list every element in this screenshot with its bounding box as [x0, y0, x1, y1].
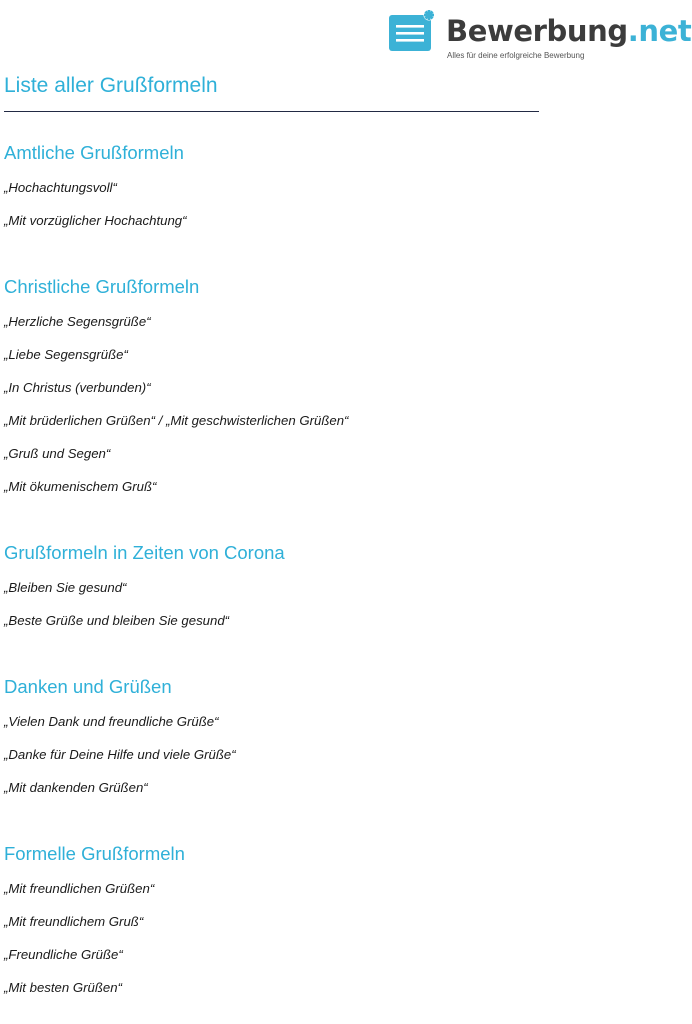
list-item: „Mit freundlichem Gruß“ [4, 914, 144, 929]
list-item: „Freundliche Grüße“ [4, 947, 123, 962]
logo-tagline: Alles für deine erfolgreiche Bewerbung [447, 51, 585, 60]
list-item: „In Christus (verbunden)“ [4, 380, 151, 395]
list-item: „Liebe Segensgrüße“ [4, 347, 128, 362]
logo-name: Bewerbung [446, 14, 628, 48]
phrase-list [4, 178, 684, 244]
list-item: „Beste Grüße und bleiben Sie gesund“ [4, 613, 230, 628]
logo-tld: .net [627, 14, 692, 48]
brand-logo [388, 0, 692, 64]
section-heading: Grußformeln in Zeiten von Corona [4, 542, 285, 563]
phrase-list [4, 712, 684, 811]
list-item: „Bleiben Sie gesund“ [4, 580, 127, 595]
section-heading: Amtliche Grußformeln [4, 142, 184, 163]
title-divider [4, 111, 539, 112]
section-heading: Danken und Grüßen [4, 676, 172, 697]
phrase-list [4, 578, 684, 644]
list-item: „Herzliche Segensgrüße“ [4, 314, 151, 329]
phrase-list [4, 879, 684, 1011]
list-item: „Danke für Deine Hilfe und viele Grüße“ [4, 747, 236, 762]
list-item: „Mit freundlichen Grüßen“ [4, 881, 155, 896]
section [4, 274, 684, 510]
page-title: Liste aller Grußformeln [4, 74, 218, 97]
section [4, 674, 684, 811]
document-lines-icon [388, 10, 434, 52]
list-item: „Vielen Dank und freundliche Grüße“ [4, 714, 219, 729]
list-item: „Mit vorzüglicher Hochachtung“ [4, 213, 187, 228]
greeting-sections [4, 140, 684, 1011]
section [4, 540, 684, 644]
list-item: „Mit brüderlichen Grüßen“ / „Mit geschwisterlichen Grüßen“ [4, 413, 349, 428]
logo-wordmark [446, 14, 691, 48]
section-heading: Formelle Grußformeln [4, 843, 185, 864]
list-item: „Gruß und Segen“ [4, 446, 111, 461]
list-item: „Mit ökumenischem Gruß“ [4, 479, 157, 494]
list-item: „Hochachtungsvoll“ [4, 180, 117, 195]
section [4, 841, 684, 1011]
list-item: „Mit dankenden Grüßen“ [4, 780, 148, 795]
section [4, 140, 684, 244]
section-heading: Christliche Grußformeln [4, 276, 200, 297]
list-item: „Mit besten Grüßen“ [4, 980, 122, 995]
phrase-list [4, 312, 684, 510]
